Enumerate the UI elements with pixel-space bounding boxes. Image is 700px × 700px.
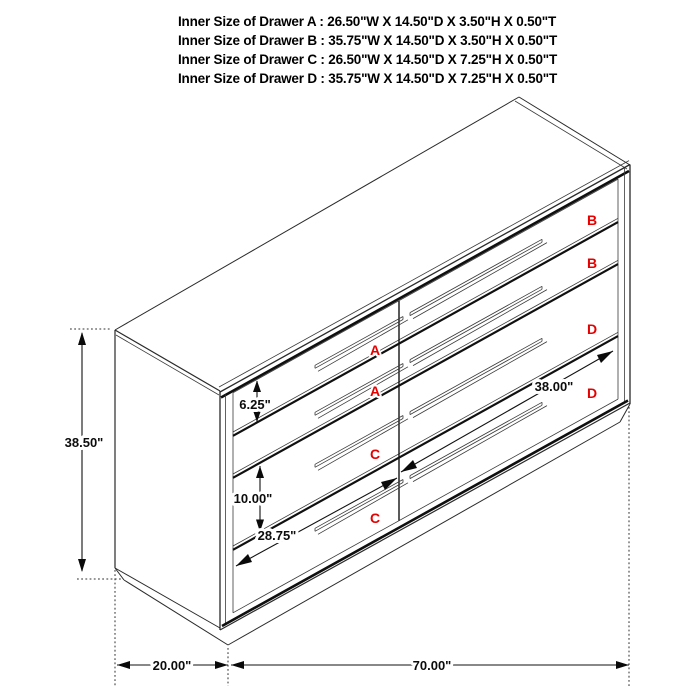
- drawer-handle-b-top: [410, 239, 547, 318]
- drawer-label-b-top: B: [586, 212, 598, 228]
- dimension-right-drawer-width: [401, 351, 613, 472]
- lower-drawer-height-value: 10.00": [233, 491, 273, 506]
- dimension-overall-depth: [115, 570, 228, 686]
- dimension-lower-drawer-height: [234, 466, 273, 532]
- drawer-label-c-top: C: [369, 446, 381, 462]
- drawer-handle-a-bottom: [315, 364, 408, 419]
- spec-line-drawer-b: Inner Size of Drawer B : 35.75"W X 14.50"D X 3.50"H X 0.50"T: [178, 33, 558, 48]
- dimension-overall-width: [231, 407, 629, 686]
- drawer-handle-a-top: [315, 317, 408, 372]
- dimension-overall-height: [65, 329, 123, 579]
- overall-depth-value: 20.00": [152, 658, 192, 673]
- drawer-label-d-top: D: [586, 321, 598, 337]
- spec-line-drawer-a: Inner Size of Drawer A : 26.50"W X 14.50"D X 3.50"H X 0.50"T: [178, 14, 557, 29]
- drawer-label-a-top: A: [369, 342, 381, 358]
- top-drawer-height-value: 6.25": [239, 397, 271, 412]
- spec-line-drawer-d: Inner Size of Drawer D : 35.75"W X 14.50"D X 7.25"H X 0.50"T: [178, 71, 558, 86]
- drawer-label-d-bottom: D: [586, 385, 598, 401]
- drawer-label-a-bottom: A: [369, 383, 381, 399]
- drawer-label-b-bottom: B: [586, 255, 598, 271]
- drawer-label-c-bottom: C: [369, 510, 381, 526]
- left-drawer-width-value: 28.75": [257, 528, 297, 543]
- overall-height-value: 38.50": [64, 435, 104, 450]
- spec-line-drawer-c: Inner Size of Drawer C : 26.50"W X 14.50"D X 7.25"H X 0.50"T: [178, 52, 558, 67]
- right-drawer-width-value: 38.00": [534, 379, 574, 394]
- drawer-handle-d-top: [410, 338, 547, 417]
- drawer-handle-c-bottom: [315, 480, 408, 535]
- overall-width-value: 70.00": [412, 658, 452, 673]
- dresser-side-panel: [115, 330, 220, 628]
